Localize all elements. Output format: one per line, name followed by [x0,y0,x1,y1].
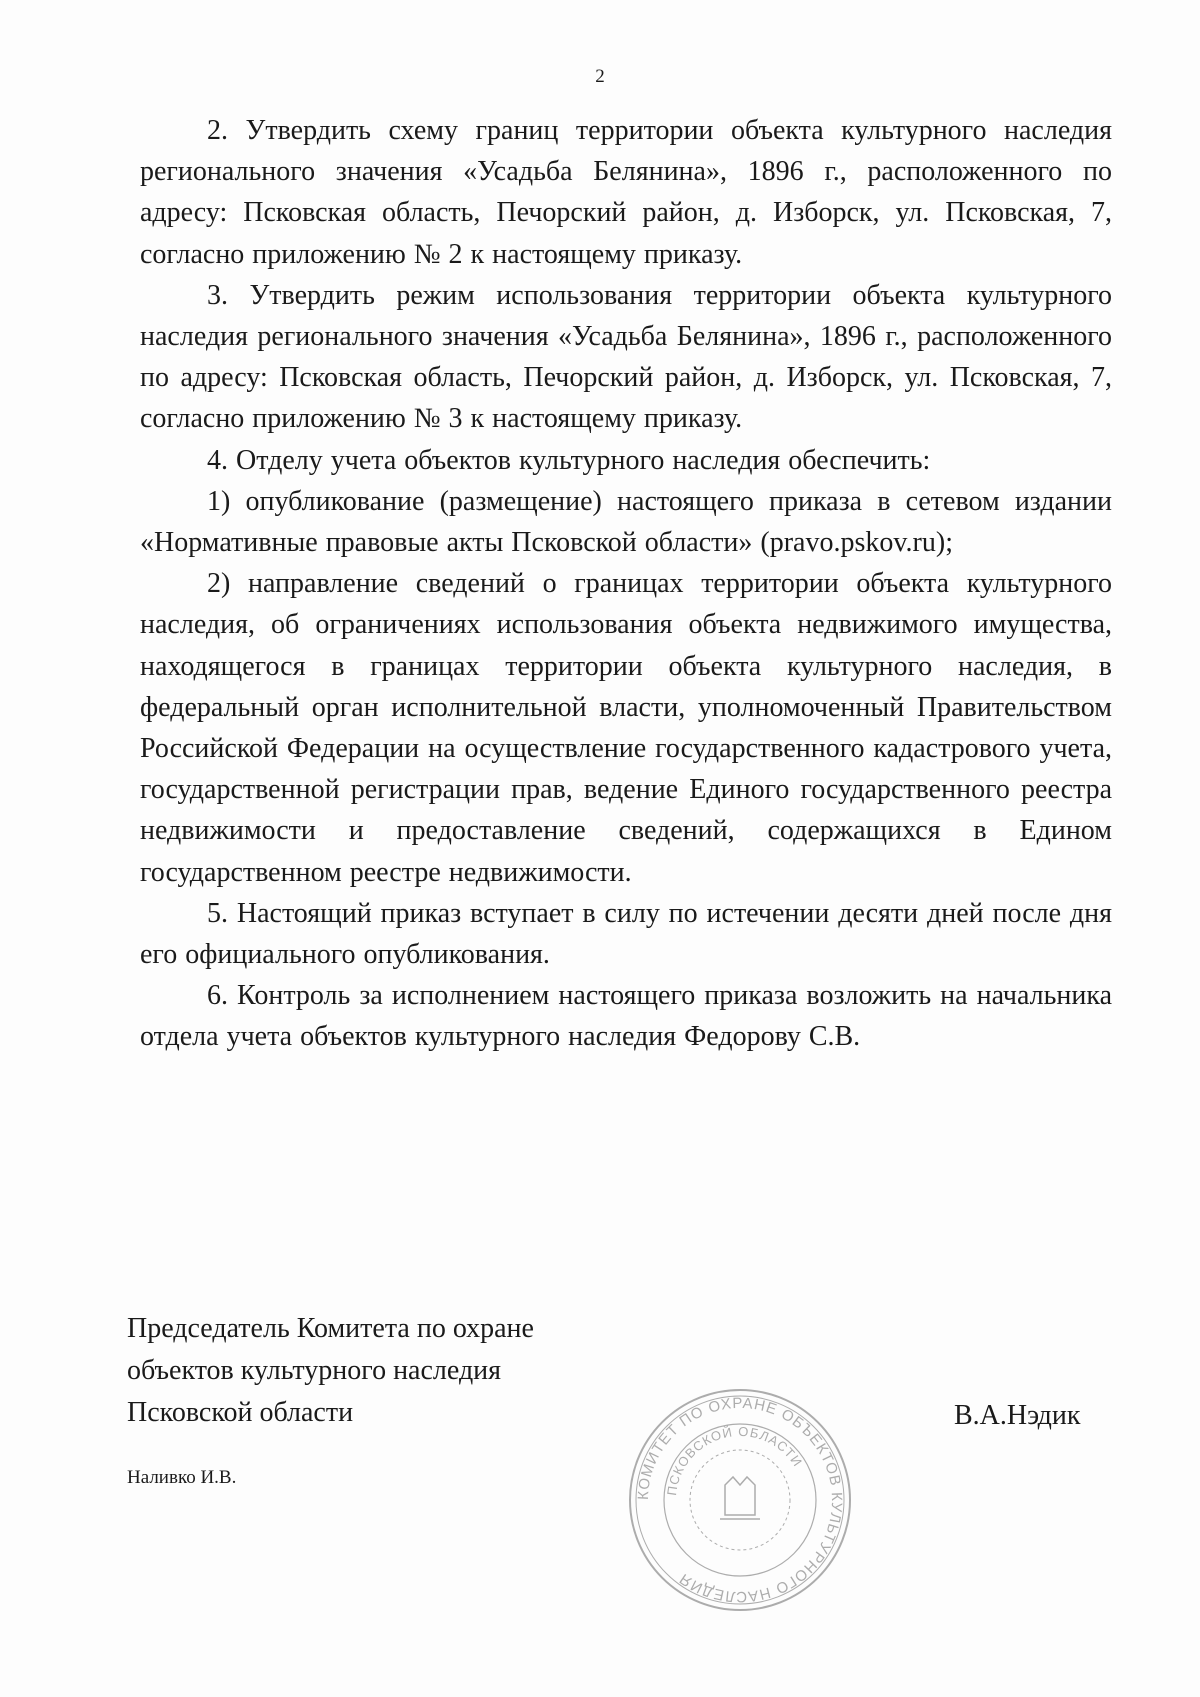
paragraph-item-2: 2. Утвердить схему границ территории объекта культурного наследия регионального значения «Усадьба Белянина», 1896 г., расположенного по адресу: Псковская область, Печорский район, д. Изборск, ул. Псковская, 7, согласно приложению № 2 к настоящему приказу. [140,115,1112,270]
page-number: 2 [595,66,605,87]
paragraph-item-3: 3. Утвердить режим использования территории объекта культурного наследия регионального значения «Усадьба Белянина», 1896 г., расположенного по адресу: Псковская область, Печорский район, д. Изборск, ул. Псковская, 7, согласно приложению № 3 к настоящему приказу. [140,279,1112,435]
paragraph-subitem-1: 1) опубликование (размещение) настоящего приказа в сетевом издании «Нормативные правовые акты Псковской области» (pravo.pskov.ru); [140,485,1112,559]
signer-position-line: Председатель Комитета по охране [127,1313,534,1344]
official-seal-stamp [625,1385,855,1615]
svg-text:ПСКОВСКОЙ ОБЛАСТИ [664,1424,805,1497]
signer-name: В.А.Нэдик [954,1400,1081,1431]
signer-position-line: объектов культурного наследия [127,1355,502,1386]
order-body [140,110,1112,1058]
signer-position [127,1308,647,1434]
signer-position-line: Псковской области [127,1397,354,1428]
seal-outer-text: КОМИТЕТ ПО ОХРАНЕ ОБЪЕКТОВ КУЛЬТУРНОГО НАСЛЕДИЯ [634,1394,846,1606]
paragraph-subitem-2: 2) направление сведений о границах территории объекта культурного наследия, об ограничениях использования объекта недвижимого имущества, находящегося в границах территории объекта культурного наследия, в федеральный орган исполнительной власти, уполномоченный Правительством Российской Федерации на осуществление государственного кадастрового учета, государственной регистрации прав, ведение Единого государственного реестра недвижимости и предоставление сведений, содержащихся в Едином государственном реестре недвижимости. [140,568,1112,888]
paragraph-item-5: 5. Настоящий приказ вступает в силу по истечении десяти дней после дня его официального опубликования. [140,897,1112,971]
paragraph-item-4: 4. Отделу учета объектов культурного наследия обеспечить: [207,444,931,476]
paragraph-item-6: 6. Контроль за исполнением настоящего приказа возложить на начальника отдела учета объектов культурного наследия Федорову С.В. [140,980,1112,1053]
executor-name: Наливко И.В. [127,1467,237,1488]
seal-inner-text: ПСКОВСКОЙ ОБЛАСТИ [664,1423,806,1497]
